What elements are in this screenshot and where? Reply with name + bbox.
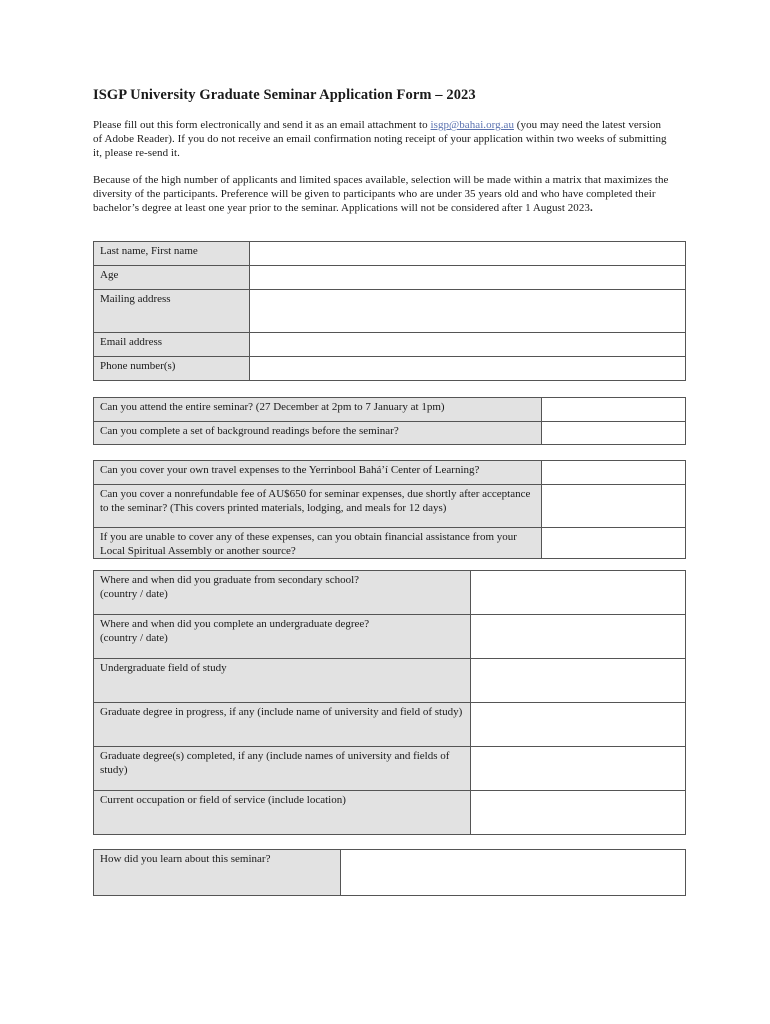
form-title: ISGP University Graduate Seminar Application Form – 2023	[93, 87, 476, 103]
referral-source-field[interactable]	[341, 850, 686, 896]
form-row	[94, 422, 686, 445]
phone-field[interactable]	[250, 357, 686, 381]
field-label: Graduate degree in progress, if any (include name of university and field of study)	[94, 703, 471, 747]
field-label: Graduate degree(s) completed, if any (include names of university and fields of study)	[94, 747, 471, 791]
selection-end: .	[589, 202, 593, 214]
form-row	[94, 571, 686, 615]
form-row	[94, 266, 686, 290]
form-row	[94, 290, 686, 333]
field-label-text: Where and when did you graduate from secondary school?	[100, 574, 360, 586]
form-row	[94, 242, 686, 266]
field-label: How did you learn about this seminar?	[94, 850, 341, 896]
field-label-hint: (country / date)	[100, 632, 168, 644]
form-row	[94, 333, 686, 357]
field-label: Can you cover your own travel expenses to the Yerrinbool Bahá’í Center of Learning?	[94, 461, 542, 485]
selection-paragraph	[93, 173, 673, 215]
occupation-field[interactable]	[471, 791, 686, 835]
form-row	[94, 659, 686, 703]
form-row	[94, 615, 686, 659]
field-label: Undergraduate field of study	[94, 659, 471, 703]
field-label: Phone number(s)	[94, 357, 250, 381]
field-label-hint: (country / date)	[100, 588, 168, 600]
intro-paragraph	[93, 118, 673, 160]
field-label: Mailing address	[94, 290, 250, 333]
field-label	[94, 571, 471, 615]
email-link[interactable]: isgp@bahai.org.au	[430, 119, 514, 131]
undergraduate-degree-field[interactable]	[471, 615, 686, 659]
field-label: Age	[94, 266, 250, 290]
form-row	[94, 461, 686, 485]
graduate-in-progress-field[interactable]	[471, 703, 686, 747]
field-label: Last name, First name	[94, 242, 250, 266]
field-label: Email address	[94, 333, 250, 357]
attendance-table	[93, 397, 686, 445]
field-label: Can you cover a nonrefundable fee of AU$650 for seminar expenses, due shortly after acceptance to the seminar? (This covers printed materials, lodging, and meals for 12 days)	[94, 485, 542, 528]
form-row	[94, 528, 686, 559]
field-label: Can you attend the entire seminar? (27 December at 2pm to 7 January at 1pm)	[94, 398, 542, 422]
seminar-fee-field[interactable]	[542, 485, 686, 528]
field-label-text: Where and when did you complete an undergraduate degree?	[100, 618, 370, 630]
form-row	[94, 791, 686, 835]
field-label: Can you complete a set of background readings before the seminar?	[94, 422, 542, 445]
form-row	[94, 850, 686, 896]
selection-text: Because of the high number of applicants and limited spaces available, selection will be made within a matrix that maximizes the diversity of the participants. Preference will be given to participants who are under 35 years old and who have completed their bachelor’s degree at least one year prior to the seminar. Applications will not be considered after	[93, 174, 669, 214]
field-label	[94, 615, 471, 659]
mailing-address-field[interactable]	[250, 290, 686, 333]
personal-details-table	[93, 241, 686, 381]
deadline-date: 1 August 2023	[525, 202, 590, 214]
secondary-school-field[interactable]	[471, 571, 686, 615]
readings-field[interactable]	[542, 422, 686, 445]
form-row	[94, 398, 686, 422]
form-row	[94, 703, 686, 747]
referral-table	[93, 849, 686, 896]
age-field[interactable]	[250, 266, 686, 290]
attend-seminar-field[interactable]	[542, 398, 686, 422]
form-row	[94, 485, 686, 528]
intro-text-before: Please fill out this form electronically and send it as an email attachment to	[93, 119, 431, 131]
graduate-completed-field[interactable]	[471, 747, 686, 791]
form-row	[94, 357, 686, 381]
form-row	[94, 747, 686, 791]
expenses-table	[93, 460, 686, 559]
intro-text-after: (you may need the latest version of Adobe Reader). If you do not receive an email confirmation noting receipt of your application within two weeks of submitting it, please re-send it.	[93, 119, 667, 159]
education-table	[93, 570, 686, 835]
email-field[interactable]	[250, 333, 686, 357]
field-label: Current occupation or field of service (include location)	[94, 791, 471, 835]
field-of-study-field[interactable]	[471, 659, 686, 703]
travel-expenses-field[interactable]	[542, 461, 686, 485]
field-label: If you are unable to cover any of these expenses, can you obtain financial assistance from your Local Spiritual Assembly or another source?	[94, 528, 542, 559]
name-field[interactable]	[250, 242, 686, 266]
financial-assistance-field[interactable]	[542, 528, 686, 559]
